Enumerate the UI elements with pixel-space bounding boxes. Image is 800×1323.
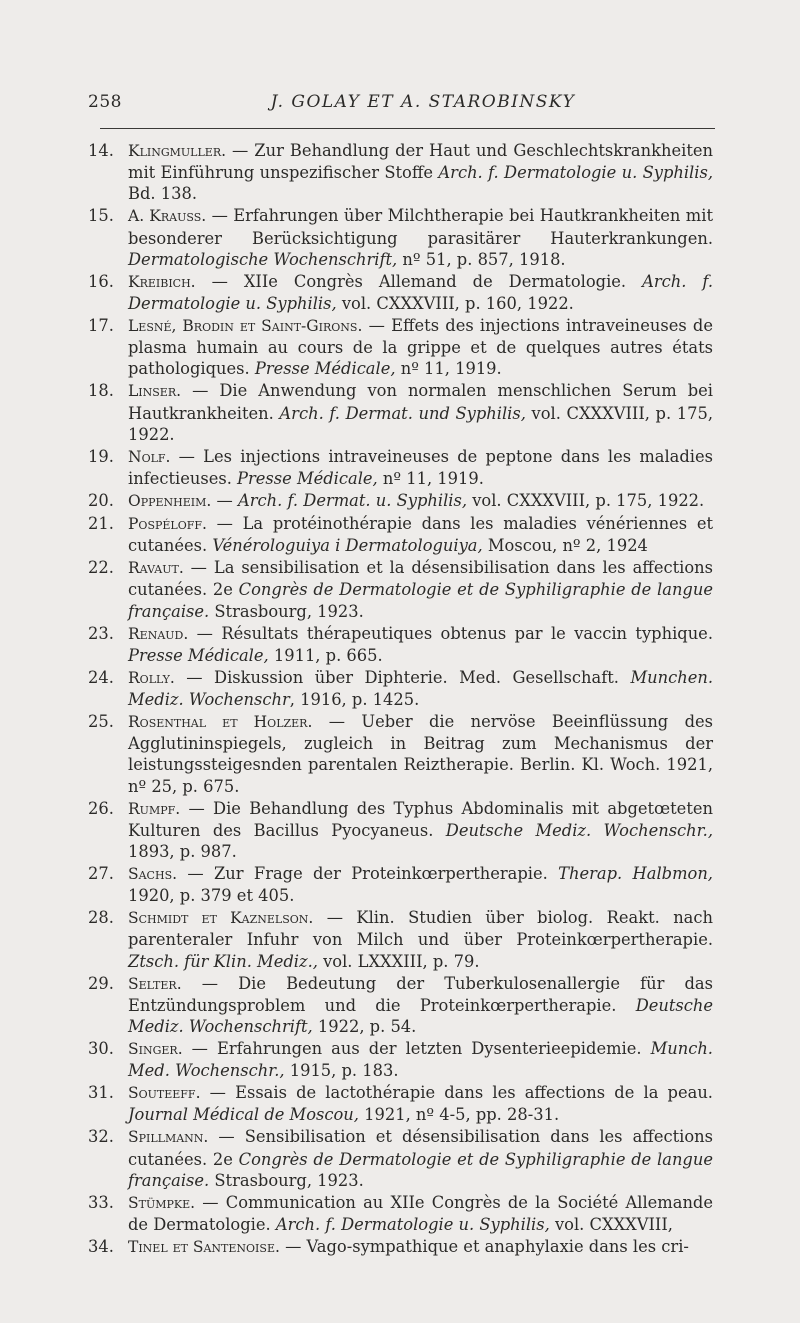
reference-source: Ztsch. für Klin. Mediz., [128, 951, 318, 971]
reference-entry [88, 1192, 713, 1235]
reference-source: Congrès de Dermatologie et de Syphiligraphie de langue française. [128, 1149, 713, 1190]
reference-author: Stümpke. [128, 1193, 196, 1212]
reference-number: 21. [88, 514, 114, 534]
reference-number: 18. [88, 381, 114, 401]
reference-text: — Communication au XIIe Congrès de la Société Allemande de Dermatologie. [128, 1192, 713, 1235]
reference-number: 16. [88, 271, 114, 291]
reference-entry [88, 557, 713, 622]
reference-number: 25. [88, 712, 114, 732]
reference-number: 30. [88, 1039, 114, 1059]
reference-number: 32. [88, 1127, 114, 1147]
reference-source: Munchen. Mediz. Wochenschr [128, 667, 713, 710]
reference-text: — Sensibilisation et désensibilisation dans les affections cutanées. 2e [128, 1127, 713, 1169]
reference-text: — Klin. Studien über biolog. Reakt. nach parenteraler Infuhr von Milch und über Proteinkœrpertherapie. [128, 908, 713, 950]
reference-number: 29. [88, 973, 114, 993]
reference-source: Dermatologische Wochenschrift, [128, 249, 398, 269]
reference-text: — Les injections intraveineuses de peptone dans les maladies infectieuses. [128, 446, 713, 489]
reference-author: Rolly. [128, 668, 175, 687]
reference-entry [88, 446, 713, 489]
reference-entry [88, 1082, 713, 1125]
reference-author: Rosenthal et Holzer. [128, 713, 313, 732]
reference-text: — Erfahrungen aus der letzten Dysenterieepidemie. [182, 1039, 651, 1059]
reference-text: — Zur Behandlung der Haut und Geschlechtskrankheiten mit Einführung unspezifischer Stoffe [128, 141, 713, 183]
reference-text: — Diskussion über Diphterie. Med. Gesellschaft. [174, 667, 631, 687]
reference-author: Schmidt et Kaznelson. [128, 909, 314, 928]
reference-source: Presse Médicale, [254, 359, 396, 379]
reference-author: Ravaut. [128, 559, 184, 578]
reference-author: Selter. [128, 974, 182, 993]
reference-number: 34. [88, 1237, 114, 1257]
reference-entry [88, 380, 713, 445]
reference-author: Kreibich. [128, 272, 196, 291]
reference-text: — Zur Frage der Proteinkœrpertherapie. [177, 864, 559, 884]
reference-tail: Strasbourg, 1923. [209, 1170, 364, 1190]
reference-author: Klingmuller. [128, 142, 227, 160]
page-header [88, 92, 713, 122]
reference-entry [88, 798, 713, 863]
reference-tail: vol. CXXXVIII, p. 175, 1922. [467, 491, 705, 511]
reference-author: Sachs. [128, 865, 178, 884]
reference-entry [88, 907, 713, 972]
reference-number: 20. [88, 491, 114, 511]
reference-number: 22. [88, 558, 114, 578]
reference-number: 33. [88, 1192, 114, 1212]
reference-tail: vol. CXXXVIII, p. 175, 1922. [128, 403, 713, 444]
reference-source: Arch. f. Dermatologie u. Syphilis, [438, 163, 714, 183]
reference-number: 27. [88, 864, 114, 884]
reference-source: Congrès de Dermatologie et de Syphiligraphie de langue française. [128, 580, 713, 621]
reference-source: Munch. Med. Wochenschr., [128, 1039, 713, 1081]
reference-text: — Die Anwendung von normalen menschlichen Serum bei Hautkrankheiten. [128, 381, 713, 423]
reference-tail: 1922, p. 54. [312, 1017, 417, 1037]
reference-source: Vénérologuiya i Dermatologuiya, [212, 536, 483, 556]
reference-entry [88, 973, 713, 1038]
reference-tail: Moscou, nº 2, 1924 [482, 536, 648, 556]
page-number: 258 [88, 92, 122, 112]
reference-source: Arch. f. Dermatologie u. Syphilis, [128, 271, 713, 314]
reference-text: — Die Behandlung des Typhus Abdominalis mit abgetœteten Kulturen des Bacillus Pyocyaneus. [128, 798, 713, 840]
reference-text: — Die Bedeutung der Tuberkulosenallergie für das Entzündungsproblem und die Proteinkœrpertherapie. [128, 973, 713, 1015]
reference-entry [88, 711, 713, 797]
reference-number: 31. [88, 1083, 114, 1103]
reference-list [88, 140, 713, 1259]
reference-source: Therap. Halbmon, [558, 864, 713, 884]
reference-entry [88, 1038, 713, 1081]
reference-entry [88, 1126, 713, 1191]
reference-number: 19. [88, 446, 114, 466]
reference-text: — Ueber die nervöse Beeinflüssung des Agglutininspiegels, zugleich in Beitrag zum Mechanismus der leistungssteigesnden parentalen Reiztherapie. Berlin. Kl. Woch. 1921, nº 25, p. 675. [128, 712, 714, 796]
reference-tail: vol. CXXXVIII, p. 160, 1922. [336, 294, 574, 314]
reference-text: — La sensibilisation et la désensibilisation dans les affections cutanées. 2e [128, 558, 713, 600]
reference-text: — Erfahrungen über Milchtherapie bei Hautkrankheiten mit besonderer Berücksichtigung parasitärer Hauterkrankungen. [128, 206, 713, 248]
reference-entry [88, 315, 713, 380]
reference-source: Arch. f. Dermat. und Syphilis, [279, 403, 526, 423]
reference-text: — La protéinothérapie dans les maladies vénériennes et cutanées. [128, 514, 713, 556]
reference-source: Journal Médical de Moscou, [128, 1105, 359, 1125]
reference-entry [88, 140, 713, 205]
reference-author: Souteeff. [128, 1084, 201, 1103]
reference-entry [88, 490, 713, 512]
reference-entry [88, 623, 713, 666]
reference-text: — Vago-sympathique et anaphylaxie dans les cri- [279, 1237, 689, 1257]
reference-text: — Résultats thérapeutiques obtenus par le vaccin typhique. [188, 623, 713, 643]
reference-tail: vol. LXXXIII, p. 79. [317, 951, 480, 971]
reference-entry [88, 271, 713, 314]
reference-source: Deutsche Mediz. Wochenschrift, [128, 995, 713, 1037]
reference-tail: vol. CXXXVIII, [549, 1215, 673, 1235]
reference-tail: nº 11, 1919. [377, 469, 484, 489]
reference-author: Linser. [128, 382, 182, 401]
reference-number: 26. [88, 798, 114, 818]
reference-tail: 1893, p. 987. [128, 842, 237, 862]
reference-source: Arch. f. Dermat. u. Syphilis, [237, 491, 468, 511]
reference-tail: 1921, nº 4-5, pp. 28-31. [358, 1105, 560, 1125]
reference-text: — [211, 491, 238, 511]
reference-entry [88, 667, 713, 710]
reference-number: 24. [88, 667, 114, 687]
reference-number: 14. [88, 141, 114, 160]
reference-author: A. Krauss. [128, 207, 207, 226]
reference-tail: nº 51, p. 857, 1918. [397, 249, 566, 269]
reference-author: Pospéloff. [128, 515, 207, 534]
reference-number: 15. [88, 206, 114, 226]
reference-number: 23. [88, 623, 114, 643]
reference-author: Oppenheim. [128, 492, 212, 511]
reference-text: — Effets des injections intraveineuses de plasma humain au cours de la grippe et de quelques autres états pathologiques. [128, 316, 713, 379]
reference-tail: 1911, p. 665. [268, 645, 383, 665]
reference-source: Arch. f. Dermatologie u. Syphilis, [275, 1215, 550, 1235]
reference-source: Presse Médicale, [237, 469, 378, 489]
reference-tail: nº 11, 1919. [395, 359, 502, 379]
reference-author: Renaud. [128, 624, 189, 643]
reference-entry [88, 513, 713, 556]
reference-tail: Strasbourg, 1923. [209, 601, 364, 621]
reference-tail: 1915, p. 183. [284, 1061, 399, 1081]
reference-author: Spillmann. [128, 1128, 209, 1147]
reference-source: Deutsche Mediz. Wochenschr., [445, 820, 713, 840]
reference-author: Nolf. [128, 447, 171, 466]
reference-entry [88, 205, 713, 270]
reference-author: Singer. [128, 1040, 183, 1059]
reference-tail: 1920, p. 379 et 405. [128, 886, 295, 906]
reference-source: Presse Médicale, [128, 645, 269, 665]
reference-number: 17. [88, 316, 114, 336]
reference-author: Rumpf. [128, 799, 181, 818]
reference-text: — XIIe Congrès Allemand de Dermatologie. [195, 271, 643, 291]
running-title: J. GOLAY ET A. STAROBINSKY [270, 92, 576, 112]
reference-text: — Essais de lactothérapie dans les affections de la peau. [200, 1083, 713, 1103]
reference-author: Tinel et Santenoise. [128, 1238, 280, 1257]
reference-entry [88, 1236, 713, 1258]
reference-entry [88, 863, 713, 906]
reference-author: Lesné, Brodin et Saint-Girons. [128, 317, 363, 336]
reference-tail: Bd. 138. [128, 184, 197, 204]
header-rule [100, 128, 715, 129]
reference-tail: , 1916, p. 1425. [289, 690, 420, 710]
reference-number: 28. [88, 908, 114, 928]
